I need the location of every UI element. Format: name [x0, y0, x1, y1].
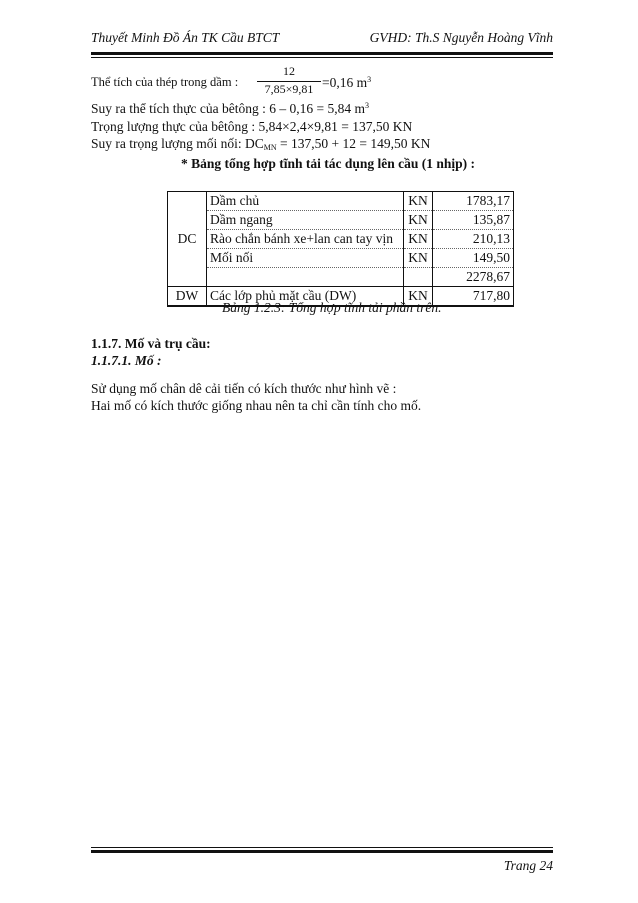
dc-group-label: DC — [168, 192, 207, 287]
row-name-empty — [207, 268, 404, 287]
paragraph-abutment-type: Sử dụng mố chân dê cải tiến có kích thước như hình vẽ : — [91, 381, 397, 396]
table-row-total — [168, 268, 514, 287]
table-heading: * Bảng tổng hợp tĩnh tải tác dụng lên cầu (1 nhịp) : — [181, 156, 476, 171]
header-advisor: GVHD: Th.S Nguyễn Hoàng Vĩnh — [369, 30, 553, 45]
row-unit-empty — [404, 268, 433, 287]
row-name: Mối nối — [207, 249, 404, 268]
table-row — [168, 192, 514, 211]
header-rule-thin — [91, 57, 553, 58]
row-name: Các lớp phủ mặt cầu (DW) — [207, 287, 404, 307]
page-number: Trang 24 — [503, 858, 553, 873]
dc-total-value: 2278,67 — [433, 268, 514, 287]
row-unit: KN — [404, 211, 433, 230]
row-name: Rào chắn bánh xe+lan can tay vịn — [207, 230, 404, 249]
row-value: 210,13 — [433, 230, 514, 249]
table-caption: Bảng 1.2.3: Tổng hợp tĩnh tải phần trên. — [222, 300, 442, 315]
steel-volume-fraction — [257, 64, 323, 100]
paragraph-abutment-same: Hai mố có kích thước giống nhau nên ta chỉ cần tính cho mố. — [91, 398, 422, 413]
table-row — [168, 249, 514, 268]
dead-load-summary-table — [167, 191, 514, 307]
row-unit: KN — [404, 192, 433, 211]
table-row — [168, 211, 514, 230]
steel-volume-result: =0,16 $m^3$ — [322, 75, 372, 90]
section-heading-abutments-piers: 1.1.7. Mố và trụ cầu: — [91, 336, 211, 351]
fraction-denominator: 7,85×9,81 — [264, 82, 314, 96]
footer-rule-thin — [91, 847, 553, 848]
section-heading-abutment: 1.1.7.1. Mố : — [91, 353, 162, 368]
header-rule-thick — [91, 52, 553, 55]
joint-weight-line: Suy ra trọng lượng mối nối: $DC_{MN} = 137,50 + 12 = 149,50$ KN — [91, 136, 431, 152]
footer-rule-thick — [91, 850, 553, 853]
table-row — [168, 230, 514, 249]
row-name: Dầm ngang — [207, 211, 404, 230]
row-unit: KN — [404, 249, 433, 268]
row-unit: KN — [404, 230, 433, 249]
fraction-numerator: 12 — [283, 64, 295, 78]
row-name: Dầm chủ — [207, 192, 404, 211]
steel-volume-label: Thể tích của thép trong dầm : — [91, 75, 239, 89]
concrete-volume-line: Suy ra thể tích thực của bêtông : 6 – 0,16 = 5,84 $m^3$ — [91, 101, 370, 116]
row-value: 1783,17 — [433, 192, 514, 211]
row-unit: KN — [404, 287, 433, 307]
row-value: 135,87 — [433, 211, 514, 230]
concrete-weight-line: Trọng lượng thực của bêtông : 5,84×2,4×9,81 = 137,50 KN — [91, 119, 413, 134]
row-value: 717,80 — [433, 287, 514, 307]
dw-group-label: DW — [168, 287, 207, 307]
row-value: 149,50 — [433, 249, 514, 268]
header-title: Thuyết Minh Đồ Án TK Cầu BTCT — [91, 30, 280, 45]
